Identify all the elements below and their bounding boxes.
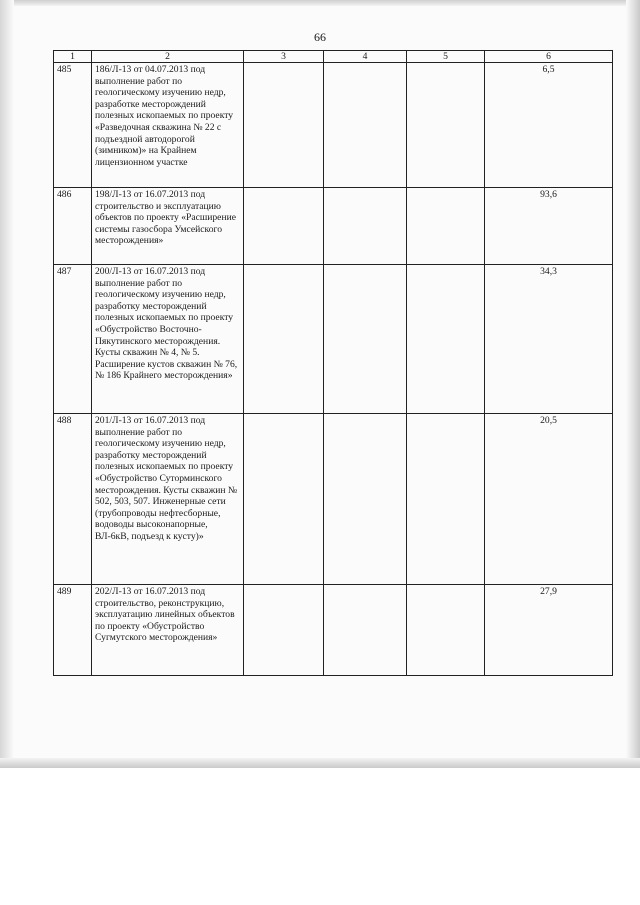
row-cell-col-4 — [324, 265, 407, 414]
row-number: 488 — [54, 414, 92, 585]
table-row — [54, 63, 613, 188]
table-header-row — [54, 51, 613, 63]
row-number: 487 — [54, 265, 92, 414]
row-cell-col-4 — [324, 585, 407, 676]
row-cell-col-3 — [244, 63, 324, 188]
row-value: 20,5 — [485, 414, 613, 585]
page-number: 66 — [314, 30, 326, 44]
document-table — [53, 50, 613, 676]
row-value: 34,3 — [485, 265, 613, 414]
row-document-text: 186/Л-13 от 04.07.2013 под выполнение работ по геологическому изучению недр, разработке месторождений полезных ископаемых по проекту «Разведочная скважина № 22 с подъездной автодорогой (зимником)» на Крайнем лицензионном участке — [92, 63, 244, 188]
row-cell-col-3 — [244, 585, 324, 676]
row-value: 27,9 — [485, 585, 613, 676]
row-cell-col-4 — [324, 414, 407, 585]
row-number: 486 — [54, 188, 92, 265]
row-number: 485 — [54, 63, 92, 188]
header-col-3: 3 — [244, 51, 324, 63]
row-cell-col-3 — [244, 414, 324, 585]
row-cell-col-5 — [407, 188, 485, 265]
row-document-text: 198/Л-13 от 16.07.2013 под строительство и эксплуатацию объектов по проекту «Расширение системы газосбора Умсейского месторождения» — [92, 188, 244, 265]
row-number: 489 — [54, 585, 92, 676]
row-value: 6,5 — [485, 63, 613, 188]
table-row — [54, 188, 613, 265]
header-col-2: 2 — [92, 51, 244, 63]
row-document-text: 202/Л-13 от 16.07.2013 под строительство, реконструкцию, эксплуатацию линейных объектов по проекту «Обустройство Сугмутского месторождения» — [92, 585, 244, 676]
row-cell-col-5 — [407, 63, 485, 188]
scan-edge-bottom — [0, 758, 640, 768]
table-row — [54, 265, 613, 414]
scan-edge-top — [0, 0, 640, 6]
row-cell-col-4 — [324, 188, 407, 265]
header-col-4: 4 — [324, 51, 407, 63]
header-col-6: 6 — [485, 51, 613, 63]
table-row — [54, 414, 613, 585]
header-col-5: 5 — [407, 51, 485, 63]
row-document-text: 201/Л-13 от 16.07.2013 под выполнение работ по геологическому изучению недр, разработку месторождений полезных ископаемых по проекту «Обустройство Суторминского месторождения. Кусты скважин № 502, 503, 507. Инженерные сети (трубопроводы нефтесборные, водоводы высоконапорные, ВЛ-6кВ, подъезд к кусту)» — [92, 414, 244, 585]
header-col-1: 1 — [54, 51, 92, 63]
row-document-text: 200/Л-13 от 16.07.2013 под выполнение работ по геологическому изучению недр, разработку месторождений полезных ископаемых по проекту «Обустройство Восточно-Пякутинского месторождения. Кусты скважин № 4, № 5. Расширение кустов скважин № 76, № 186 Крайнего месторождения» — [92, 265, 244, 414]
row-cell-col-3 — [244, 188, 324, 265]
scan-edge-right — [626, 0, 640, 768]
row-cell-col-4 — [324, 63, 407, 188]
table-row — [54, 585, 613, 676]
scan-edge-left — [0, 0, 14, 768]
row-value: 93,6 — [485, 188, 613, 265]
row-cell-col-5 — [407, 414, 485, 585]
row-cell-col-5 — [407, 585, 485, 676]
row-cell-col-5 — [407, 265, 485, 414]
row-cell-col-3 — [244, 265, 324, 414]
